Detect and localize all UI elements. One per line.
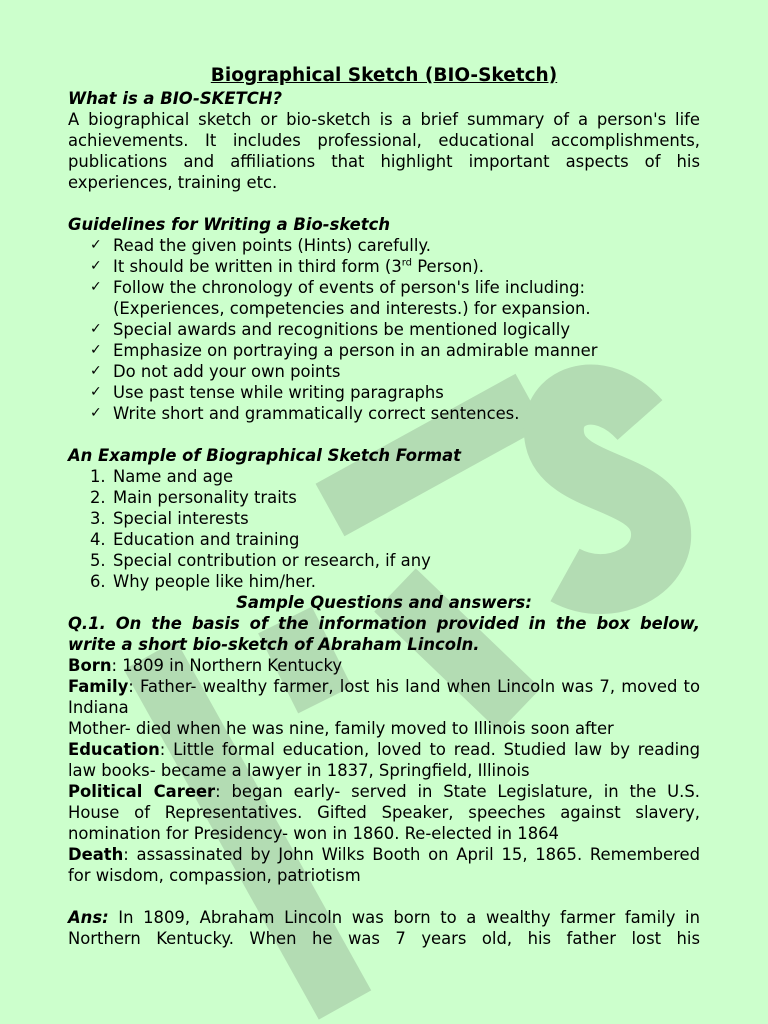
guideline-item: ✓ Use past tense while writing paragraphs — [90, 383, 444, 402]
check-mark-icon: ✓ — [90, 279, 102, 295]
spacer — [68, 886, 700, 907]
guideline-item: ✓ Special awards and recognitions be mentioned logically — [90, 320, 571, 339]
what-is-paragraph: A biographical sketch or bio-sketch is a brief summary of a person's life achievements. It includes professional, educational accomplishments, publications and affiliations that highlight important aspects of his experiences, training etc. — [68, 110, 700, 192]
education-line: Education: Little formal education, loved to read. Studied law by reading law books- became a lawyer in 1837, Springfield, Illinois — [68, 740, 700, 780]
check-mark-icon: ✓ — [90, 321, 102, 337]
format-heading: An Example of Biographical Sketch Format — [68, 446, 462, 465]
answer-paragraph: Ans: In 1809, Abraham Lincoln was born to a wealthy farmer family in Northern Kentucky. When he was 7 years old, his father lost his — [68, 908, 700, 948]
death-line: Death: assassinated by John Wilks Booth on April 15, 1865. Remembered for wisdom, compassion, patriotism — [68, 845, 700, 885]
format-item: 6. Why people like him/her. — [90, 572, 316, 591]
check-mark-icon: ✓ — [90, 258, 102, 274]
format-item: 1. Name and age — [90, 467, 234, 486]
check-mark-icon: ✓ — [90, 384, 102, 400]
check-mark-icon: ✓ — [90, 342, 102, 358]
spacer — [68, 193, 700, 214]
guideline-subitem: (Experiences, competencies and interests.) for expansion. — [113, 299, 591, 318]
family-line: Family: Father- wealthy farmer, lost his land when Lincoln was 7, moved to Indiana — [68, 677, 700, 717]
political-career-line: Political Career: began early- served in State Legislature, in the U.S. House of Representatives. Gifted Speaker, speeches against slavery, nomination for Presidency- won in 1860. Re-elected in 1864 — [68, 782, 700, 843]
guideline-item: ✓ Emphasize on portraying a person in an admirable manner — [90, 341, 598, 360]
question-1: Q.1. On the basis of the information provided in the box below, write a short bio-sketch of Abraham Lincoln. — [68, 614, 700, 654]
document-title: Biographical Sketch (BIO-Sketch) — [210, 65, 558, 86]
spacer — [68, 424, 700, 445]
born-line: Born: 1809 in Northern Kentucky — [68, 656, 343, 675]
check-mark-icon: ✓ — [90, 405, 102, 421]
guideline-item: ✓ It should be written in third form (3rd Person). — [90, 257, 484, 276]
format-list — [68, 466, 700, 592]
guideline-item: ✓ Write short and grammatically correct sentences. — [90, 404, 520, 423]
format-item: 4. Education and training — [90, 530, 300, 549]
format-item: 5. Special contribution or research, if any — [90, 551, 431, 570]
document-page — [68, 64, 700, 949]
guidelines-list — [68, 235, 700, 424]
guideline-item: ✓ Read the given points (Hints) carefully. — [90, 236, 431, 255]
mother-line: Mother- died when he was nine, family moved to Illinois soon after — [68, 719, 614, 738]
check-mark-icon: ✓ — [90, 363, 102, 379]
guidelines-heading: Guidelines for Writing a Bio-sketch — [68, 215, 390, 234]
what-is-heading: What is a BIO-SKETCH? — [68, 89, 282, 108]
guideline-item: ✓ Follow the chronology of events of person's life including: — [90, 278, 586, 297]
guideline-item: ✓ Do not add your own points — [90, 362, 341, 381]
samples-heading: Sample Questions and answers: — [236, 593, 532, 612]
format-item: 2. Main personality traits — [90, 488, 297, 507]
format-item: 3. Special interests — [90, 509, 249, 528]
check-mark-icon: ✓ — [90, 237, 102, 253]
